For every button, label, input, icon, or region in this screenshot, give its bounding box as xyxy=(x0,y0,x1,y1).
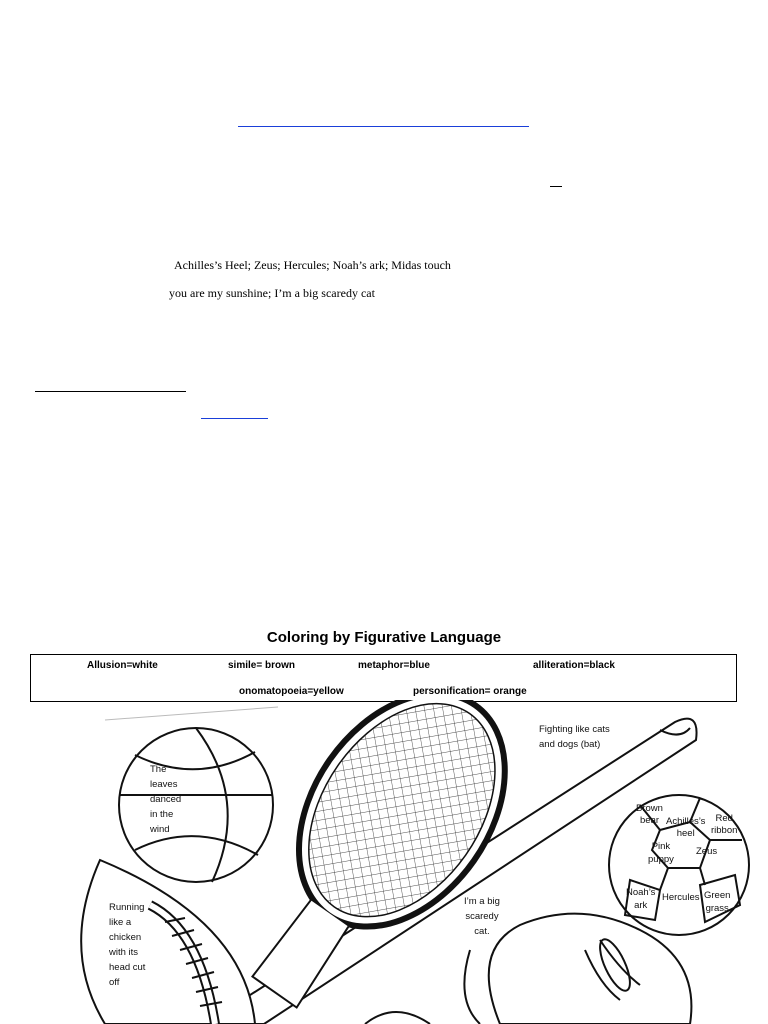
underline-blank xyxy=(35,391,186,392)
racket-label-line-1: I’m a big xyxy=(464,896,500,907)
green-grass-line-1: Green xyxy=(704,890,731,901)
football-label-line-5: head cut xyxy=(109,962,146,973)
noahs-ark-line-1: Noah’s xyxy=(626,887,656,898)
small-ball-edge xyxy=(365,1012,430,1024)
underline-link-small[interactable] xyxy=(201,418,268,419)
red-ribbon-line-2: ribbon xyxy=(711,825,738,836)
pink-puppy-line-1: Pink xyxy=(651,841,671,852)
soccer-label-brown-bear xyxy=(636,803,663,827)
pink-puppy-line-2: puppy xyxy=(648,854,674,865)
legend-alliteration: alliteration=black xyxy=(533,660,615,671)
soccer-label-red-ribbon xyxy=(711,813,737,837)
soccer-label-noahs-ark xyxy=(626,886,655,912)
football-label-line-3: chicken xyxy=(109,932,142,943)
brown-bear-line-2: bear xyxy=(640,815,660,826)
legend-personification: personification= orange xyxy=(413,686,527,697)
basketball-label xyxy=(150,762,181,837)
football-label-line-2: like a xyxy=(109,917,132,928)
sketch-line xyxy=(105,707,278,720)
soccer-label-pink-puppy xyxy=(648,840,674,866)
basketball-label-line-2: leaves xyxy=(150,779,178,790)
basketball-label-line-1: The xyxy=(150,764,167,775)
soccer-label-zeus: Zeus xyxy=(696,846,718,857)
football-label xyxy=(109,900,145,990)
legend-allusion: Allusion=white xyxy=(87,660,158,671)
racket-label xyxy=(464,894,500,939)
legend-simile: simile= brown xyxy=(228,660,295,671)
red-ribbon-line-1: Red xyxy=(715,813,733,824)
green-grass-line-2: grass xyxy=(705,903,729,914)
bat-label xyxy=(539,722,610,752)
legend-metaphor: metaphor=blue xyxy=(358,660,430,671)
football xyxy=(81,860,255,1024)
racket-label-line-2: scaredy xyxy=(465,911,499,922)
brown-bear-line-1: Brown xyxy=(636,803,663,814)
soccer-label-hercules: Hercules xyxy=(662,892,700,903)
legend-onomatopoeia: onomatopoeia=yellow xyxy=(239,686,344,697)
achilles-line-1: Achilles’s xyxy=(666,816,706,827)
soccer-label-green-grass xyxy=(704,889,730,915)
color-legend xyxy=(30,654,737,702)
basketball-label-line-3: danced xyxy=(150,794,182,805)
underline-dash xyxy=(550,186,562,187)
basketball-label-line-5: wind xyxy=(150,824,170,835)
football-label-line-6: off xyxy=(109,977,120,988)
basketball-label-line-4: in the xyxy=(150,809,174,820)
worksheet-title: Coloring by Figurative Language xyxy=(266,629,502,646)
basketball xyxy=(119,728,273,882)
football-label-line-4: with its xyxy=(109,947,139,958)
football-label-line-1: Running xyxy=(109,902,145,913)
noahs-ark-line-2: ark xyxy=(634,900,648,911)
racket-label-line-3: cat. xyxy=(474,926,490,937)
soccer-label-achilles xyxy=(666,816,705,840)
bat-label-line-1: Fighting like cats xyxy=(539,724,610,735)
underline-link-top[interactable] xyxy=(238,126,529,127)
achilles-line-2: heel xyxy=(676,828,695,839)
bat-label-line-2: and dogs (bat) xyxy=(539,739,601,750)
allusion-examples-line: Achilles’s Heel; Zeus; Hercules; Noah’s ark; Midas touch xyxy=(174,258,451,272)
metaphor-examples-line: you are my sunshine; I’m a big scaredy cat xyxy=(169,286,375,300)
